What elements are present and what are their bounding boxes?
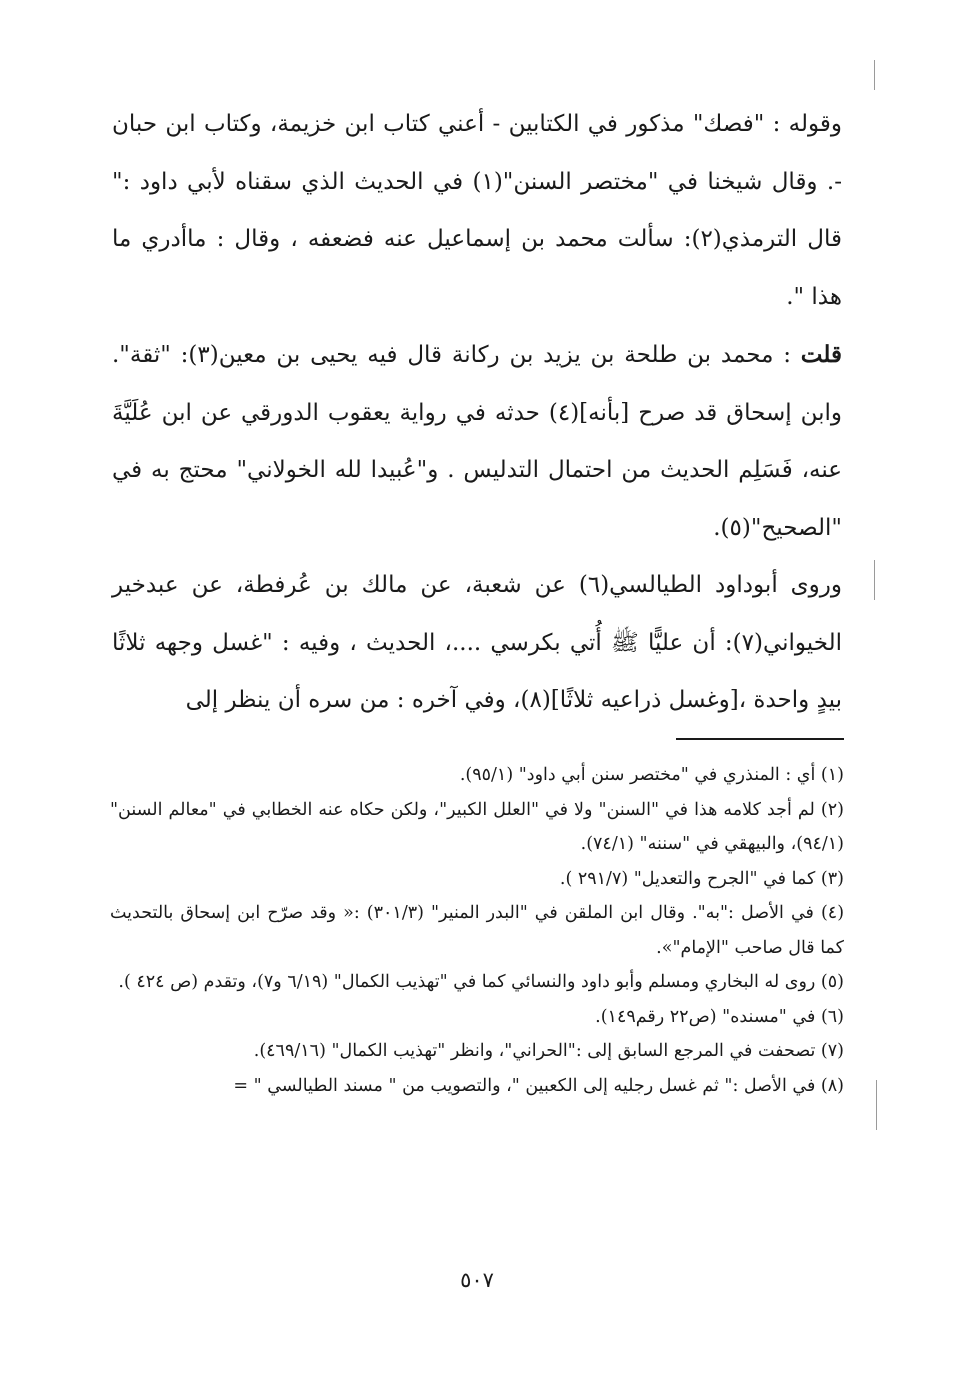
paragraph-3: وروى أبوداود الطيالسي(٦) عن شعبة، عن مالك بن عُرفطة، عن عبدخير الخيواني(٧): أن عليًّا ﷺ أُتي بكرسي ....، الحديث ، وفيه : "غسل وجهه ثلاثًا بيدٍ واحدة ،[وغسل ذراعيه ثلاثًا](٨)، وفي آخره : من سره أن ينظر إلى [112,572,843,713]
paragraph-2-keyword: قلت [800,341,842,368]
scan-margin-mark [876,1080,877,1130]
paragraph-2-body: : محمد بن طلحة بن يزيد بن ركانة قال فيه يحيى بن معين(٣): "ثقة". وابن إسحاق قد صرح [بأنه](٤) حدثه في رواية يعقوب الدورقي عن ابن عُلَيَّةَ عنه، فَسَلِم الحديث من احتمال التدليس . و"عُبيدا لله الخولاني" محتج به في "الصحيح"(٥). [112,342,842,541]
footnote-4: (٤) في الأصل :"به". وقال ابن الملقن في "البدر المنير" (٣٠١/٣) :« وقد صرّح ابن إسحاق بالتحديث كما قال صاحب "الإمام"». [110,903,845,958]
footnote-2: (٢) لم أجد كلامه هذا في "السنن" ولا في "العلل الكبير"، ولكن حكاه عنه الخطابي في "معالم السنن" (٩٤/١)، والبيهقي في "سننه" (٧٤/١). [110,799,844,854]
paragraph-2 [112,326,842,557]
footnote-5: (٥) روى له البخاري ومسلم وأبو داود والنسائي كما في "تهذيب الكمال" (٦/١٩ و٧)، وتقدم (ص ٤٢٤ ). [118,972,844,992]
footnote-1: (١) أي : المنذري في "مختصر سنن أبي داود" (٩٥/١). [459,765,844,785]
footnote-8: (٨) في الأصل :" ثم غسل رجليه إلى الكعبين "، والتصويب من " مسند الطيالسي " = [233,1075,844,1096]
footnote-3: (٣) كما في "الجرح والتعديل" (٢٩١/٧ ). [559,868,844,889]
main-text [112,96,842,730]
footnote-divider [676,738,844,740]
footnote-7: (٧) تصحفت في المرجع السابق إلى :"الحراني"، وانظر "تهذيب الكمال" (٤٦٩/١٦). [253,1041,844,1061]
scan-margin-mark [874,560,875,600]
page-number: ٥٠٧ [460,1268,494,1292]
paragraph-1: وقوله : "فصك" مذكور في الكتابين - أعني كتاب ابن خزيمة، وكتاب ابن حبان -. وقال شيخنا في "مختصر السنن"(١) في الحديث الذي سقناه لأبي داود :" قال الترمذي(٢): سألت محمد بن إسماعيل عنه فضعفه ، وقال : ماأدري ما هذا ". [112,111,843,310]
scan-margin-mark [874,60,875,90]
footnotes [110,758,844,1103]
footnote-6: (٦) في "مسنده" (ص٢٢ رقم١٤٩). [595,1006,844,1027]
